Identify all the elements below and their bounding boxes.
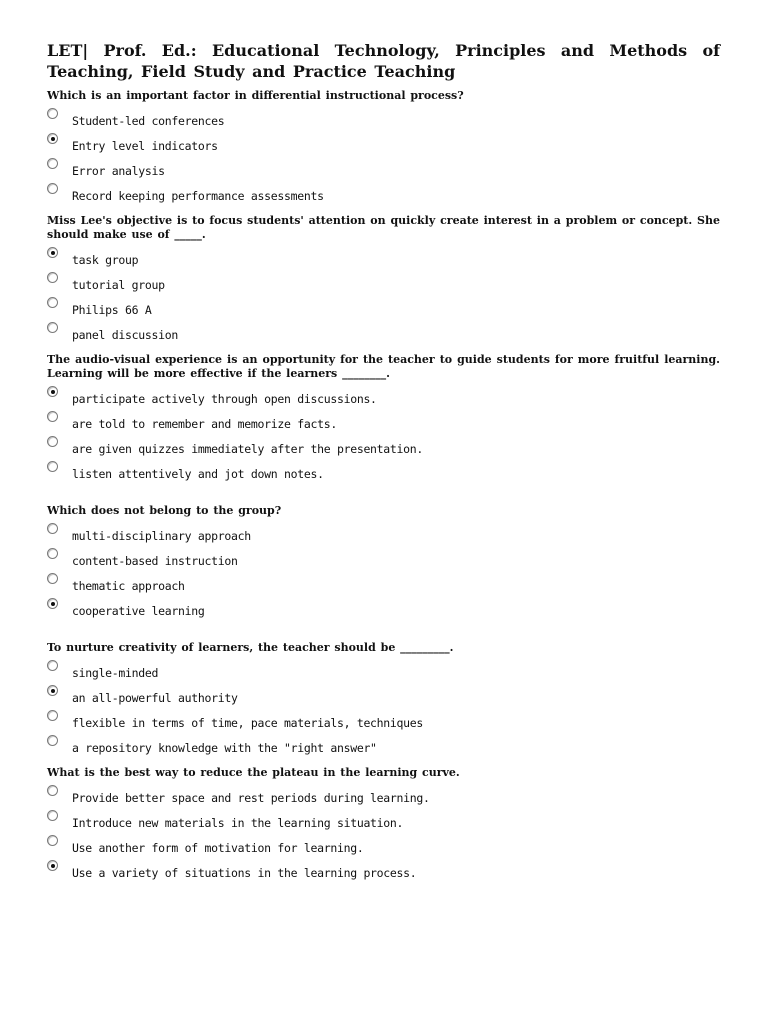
radio-button[interactable]: [47, 183, 58, 194]
radio-button[interactable]: [47, 548, 58, 559]
radio-button[interactable]: [47, 272, 58, 283]
choice-label: Student-led conferences: [72, 114, 225, 128]
choice-item[interactable]: [47, 436, 720, 461]
choice-label: tutorial group: [72, 278, 165, 292]
choice-item[interactable]: [47, 322, 720, 347]
choice-list: [47, 386, 720, 486]
choice-label: participate actively through open discussions.: [72, 392, 377, 406]
question-5: [47, 641, 720, 760]
question-3: [47, 353, 720, 486]
choice-item[interactable]: [47, 411, 720, 436]
choice-item[interactable]: [47, 735, 720, 760]
question-text: Which is an important factor in differential instructional process?: [47, 89, 464, 102]
question-1: [47, 89, 720, 208]
question-text: The audio-visual experience is an opportunity for the teacher to guide students for more fruitful learning. Learning will be more effective if the learners ________.: [47, 353, 720, 380]
choice-label: cooperative learning: [72, 604, 205, 618]
question-4: [47, 504, 720, 623]
choice-item[interactable]: [47, 835, 720, 860]
question-text: Which does not belong to the group?: [47, 504, 282, 517]
choice-item[interactable]: [47, 272, 720, 297]
document-page: [47, 40, 720, 885]
choice-label: Use a variety of situations in the learning process.: [72, 866, 417, 880]
choice-label: a repository knowledge with the "right answer": [72, 741, 377, 755]
radio-button[interactable]: [47, 685, 58, 696]
choice-label: an all-powerful authority: [72, 691, 238, 705]
radio-button[interactable]: [47, 810, 58, 821]
choice-label: single-minded: [72, 666, 159, 680]
radio-button[interactable]: [47, 133, 58, 144]
choice-label: task group: [72, 253, 139, 267]
choice-list: [47, 247, 720, 347]
choice-item[interactable]: [47, 247, 720, 272]
radio-button[interactable]: [47, 523, 58, 534]
choice-item[interactable]: [47, 660, 720, 685]
question-text: What is the best way to reduce the plateau in the learning curve.: [47, 766, 460, 779]
radio-button[interactable]: [47, 835, 58, 846]
choice-label: content-based instruction: [72, 554, 238, 568]
document-title: LET| Prof. Ed.: Educational Technology, Principles and Methods of Teaching, Field Study and Practice Teaching: [47, 41, 720, 81]
radio-button[interactable]: [47, 411, 58, 422]
choice-item[interactable]: [47, 685, 720, 710]
radio-button[interactable]: [47, 710, 58, 721]
choice-label: Error analysis: [72, 164, 165, 178]
question-6: [47, 766, 720, 885]
radio-button[interactable]: [47, 247, 58, 258]
question-text: To nurture creativity of learners, the teacher should be _________.: [47, 641, 454, 654]
choice-label: are given quizzes immediately after the presentation.: [72, 442, 424, 456]
radio-button[interactable]: [47, 660, 58, 671]
choice-item[interactable]: [47, 108, 720, 133]
radio-button[interactable]: [47, 461, 58, 472]
choice-label: Record keeping performance assessments: [72, 189, 324, 203]
choice-item[interactable]: [47, 523, 720, 548]
radio-button[interactable]: [47, 386, 58, 397]
choice-label: are told to remember and memorize facts.: [72, 417, 337, 431]
choice-label: flexible in terms of time, pace materials, techniques: [72, 716, 424, 730]
choice-label: Provide better space and rest periods during learning.: [72, 791, 430, 805]
choice-label: Entry level indicators: [72, 139, 218, 153]
choice-item[interactable]: [47, 810, 720, 835]
choice-list: [47, 523, 720, 623]
choice-label: multi-disciplinary approach: [72, 529, 251, 543]
radio-button[interactable]: [47, 573, 58, 584]
choice-item[interactable]: [47, 386, 720, 411]
choice-list: [47, 785, 720, 885]
choice-label: listen attentively and jot down notes.: [72, 467, 324, 481]
choice-item[interactable]: [47, 710, 720, 735]
choice-item[interactable]: [47, 158, 720, 183]
radio-button[interactable]: [47, 297, 58, 308]
radio-button[interactable]: [47, 598, 58, 609]
choice-item[interactable]: [47, 297, 720, 322]
radio-button[interactable]: [47, 158, 58, 169]
choice-label: panel discussion: [72, 328, 178, 342]
question-2: [47, 214, 720, 347]
choice-list: [47, 660, 720, 760]
choice-item[interactable]: [47, 548, 720, 573]
radio-button[interactable]: [47, 785, 58, 796]
choice-list: [47, 108, 720, 208]
choice-item[interactable]: [47, 860, 720, 885]
choice-item[interactable]: [47, 183, 720, 208]
radio-button[interactable]: [47, 108, 58, 119]
choice-label: Use another form of motivation for learning.: [72, 841, 364, 855]
choice-item[interactable]: [47, 598, 720, 623]
choice-item[interactable]: [47, 785, 720, 810]
choice-label: Introduce new materials in the learning situation.: [72, 816, 404, 830]
choice-item[interactable]: [47, 573, 720, 598]
radio-button[interactable]: [47, 735, 58, 746]
question-text: Miss Lee's objective is to focus students' attention on quickly create interest in a problem or concept. She should make use of _____.: [47, 214, 720, 241]
radio-button[interactable]: [47, 322, 58, 333]
radio-button[interactable]: [47, 860, 58, 871]
choice-item[interactable]: [47, 461, 720, 486]
choice-item[interactable]: [47, 133, 720, 158]
radio-button[interactable]: [47, 436, 58, 447]
choice-label: Philips 66 A: [72, 303, 152, 317]
choice-label: thematic approach: [72, 579, 185, 593]
